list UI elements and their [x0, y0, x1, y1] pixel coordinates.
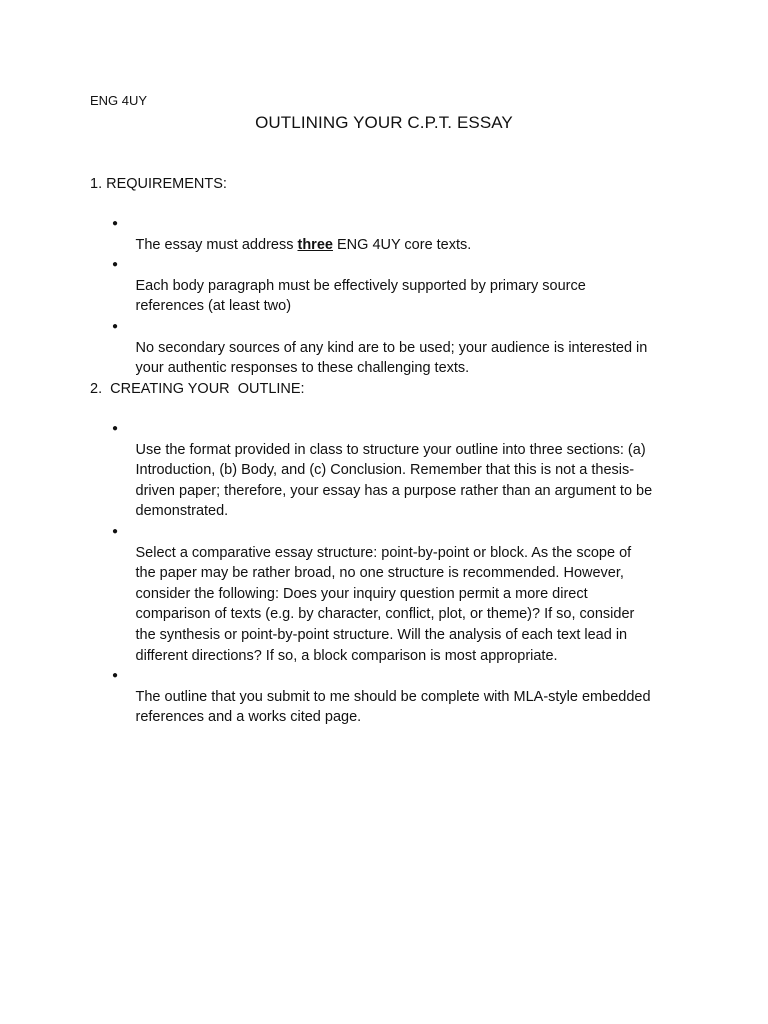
- bullet-icon: ●: [112, 670, 119, 682]
- outline-instructions-list: [112, 419, 682, 728]
- list-item: [112, 214, 682, 255]
- bullet-icon: ●: [112, 423, 119, 434]
- bullet-icon: ●: [112, 525, 119, 537]
- list-item-text: Select a comparative essay structure: point-by-point or block. As the scope of the paper may be rather broad, no one structure is recommended. However, consider the following: Does your inquiry question permit a more direct comparison of texts (e.g. by character, conflict, plot, or theme)? If so, consider the synthesis or point-by-point structure. Will the analysis of each text lead in different directions? If so, a block comparison is most appropriate.: [135, 544, 635, 664]
- list-item-text: The outline that you submit to me should be complete with MLA-style embedded references and a works cited page.: [135, 688, 651, 726]
- requirements-list: [112, 214, 682, 379]
- list-item: [112, 666, 682, 728]
- list-item: [112, 419, 682, 522]
- bullet-icon: ●: [112, 259, 119, 271]
- course-code: ENG 4UY: [90, 93, 148, 108]
- list-item: [112, 317, 682, 379]
- list-item-text: Each body paragraph must be effectively supported by primary source references (at least two): [135, 277, 586, 315]
- list-item-text: Use the format provided in class to structure your outline into three sections: (a) Introduction, (b) Body, and (c) Conclusion. Remember that this is not a thesis- driven paper; therefore, your essay has a purpose rather than an argument to be demonstrated.: [135, 441, 653, 520]
- section-heading-creating-outline: 2. CREATING YOUR OUTLINE:: [90, 381, 305, 397]
- list-item-text: No secondary sources of any kind are to be used; your audience is interested in your authentic responses to these challenging texts.: [135, 339, 648, 377]
- section-heading-requirements: 1. REQUIREMENTS:: [90, 176, 227, 192]
- list-item-text-before: The essay must address: [135, 236, 298, 253]
- bullet-icon: ●: [112, 218, 119, 229]
- list-item-text-after: ENG 4UY core texts.: [332, 236, 472, 253]
- page-title: OUTLINING YOUR C.P.T. ESSAY: [255, 113, 513, 132]
- bullet-icon: ●: [112, 320, 119, 332]
- list-item: [112, 255, 682, 317]
- list-item: [112, 522, 682, 666]
- emphasized-word: three: [297, 236, 333, 253]
